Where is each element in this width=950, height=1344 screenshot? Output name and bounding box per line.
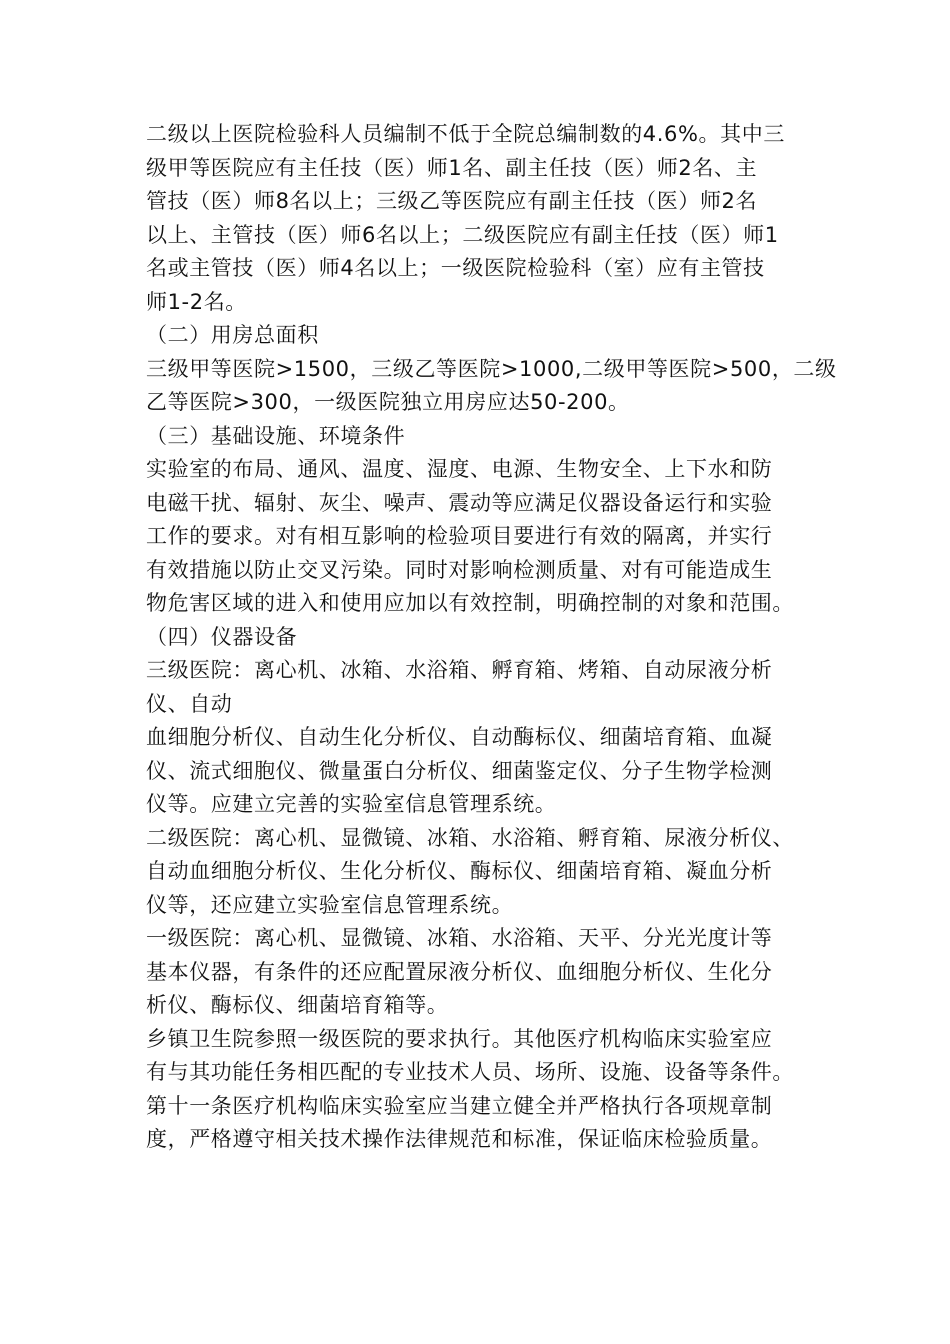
text-line: 仪、自动 <box>146 691 233 716</box>
text-line: 基本仪器，有条件的还应配置尿液分析仪、血细胞分析仪、生化分 <box>146 959 773 984</box>
text-line: 物危害区域的进入和使用应加以有效控制，明确控制的对象和范围。 <box>146 591 794 615</box>
text-line: 名或主管技（医）师4名以上；一级医院检验科（室）应有主管技 <box>146 256 765 280</box>
text-line: 第十一条医疗机构临床实验室应当建立健全并严格执行各项规章制 <box>146 1093 773 1118</box>
text-line: 电磁干扰、辐射、灰尘、噪声、震动等应满足仪器设备运行和实验 <box>146 490 773 515</box>
section-heading: （四）仪器设备 <box>146 624 298 649</box>
text-line: 乡镇卫生院参照一级医院的要求执行。其他医疗机构临床实验室应 <box>146 1026 773 1051</box>
text-line: 级甲等医院应有主任技（医）师1名、副主任技（医）师2名、主 <box>146 155 758 180</box>
text-line: 乙等医院>300，一级医院独立用房应达50-200。 <box>146 390 630 414</box>
text-line: 仪等。应建立完善的实验室信息管理系统。 <box>146 792 557 816</box>
text-line: 三级甲等医院>1500，三级乙等医院>1000,二级甲等医院>500，二级 <box>146 356 837 381</box>
section-heading: （二）用房总面积 <box>146 323 319 347</box>
text-line: 实验室的布局、通风、温度、湿度、电源、生物安全、上下水和防 <box>146 457 773 481</box>
text-line: 析仪、酶标仪、细菌培育箱等。 <box>146 993 449 1017</box>
document-body <box>146 118 837 1157</box>
text-line: 有与其功能任务相匹配的专业技术人员、场所、设施、设备等条件。 <box>146 1060 794 1084</box>
text-line: 自动血细胞分析仪、生化分析仪、酶标仪、细菌培育箱、凝血分析 <box>146 859 773 883</box>
text-line: 有效措施以防止交叉污染。同时对影响检测质量、对有可能造成生 <box>146 557 773 582</box>
text-line: 仪等，还应建立实验室信息管理系统。 <box>146 892 514 917</box>
text-line: 三级医院：离心机、冰箱、水浴箱、孵育箱、烤箱、自动尿液分析 <box>146 658 773 682</box>
text-line: 师1-2名。 <box>146 289 247 314</box>
text-line: 工作的要求。对有相互影响的检验项目要进行有效的隔离，并实行 <box>146 524 773 548</box>
text-line: 血细胞分析仪、自动生化分析仪、自动酶标仪、细菌培育箱、血凝 <box>146 725 773 749</box>
text-line: 以上、主管技（医）师6名以上；二级医院应有副主任技（医）师1 <box>146 222 779 247</box>
text-line: 仪、流式细胞仪、微量蛋白分析仪、细菌鉴定仪、分子生物学检测 <box>146 758 773 783</box>
section-heading: （三）基础设施、环境条件 <box>146 423 406 448</box>
text-line: 管技（医）师8名以上；三级乙等医院应有副主任技（医）师2名 <box>146 189 758 213</box>
text-line: 二级以上医院检验科人员编制不低于全院总编制数的4.6%。其中三 <box>146 122 785 146</box>
text-line: 一级医院：离心机、显微镜、冰箱、水浴箱、天平、分光光度计等 <box>146 926 773 950</box>
text-line: 度，严格遵守相关技术操作法律规范和标准，保证临床检验质量。 <box>146 1127 773 1151</box>
text-line: 二级医院：离心机、显微镜、冰箱、水浴箱、孵育箱、尿液分析仪、 <box>146 825 794 850</box>
